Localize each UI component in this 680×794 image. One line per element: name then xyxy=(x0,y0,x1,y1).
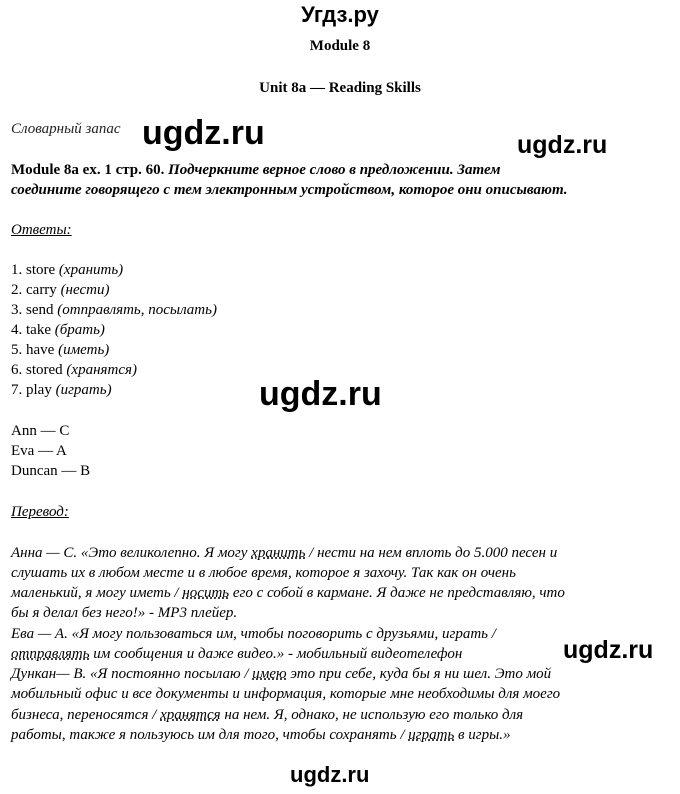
answer-translation: (отправлять, посылать) xyxy=(57,302,217,318)
answer-word: 7. play xyxy=(11,382,52,398)
answer-translation: (иметь) xyxy=(58,342,110,358)
answer-item xyxy=(11,382,112,399)
site-title: Угдз.ру xyxy=(301,2,379,27)
answer-word: 4. take xyxy=(11,322,51,338)
answer-item xyxy=(11,262,123,279)
answer-word: 6. stored xyxy=(11,362,63,378)
translation-line: работы, также я пользуюсь им для того, чтобы сохранять / играть в игры.» xyxy=(11,727,511,743)
answer-translation: (хранятся) xyxy=(66,362,137,378)
task-line-1 xyxy=(11,162,501,179)
answer-word: 1. store xyxy=(11,262,56,278)
correct-word: играть xyxy=(408,727,455,743)
translation-line: бизнеса, переносятся / хранятся на нем. Я, однако, не использую его только для xyxy=(11,707,524,723)
translation-line: отправлять им сообщения и даже видео.» - мобильный видеотелефон xyxy=(11,646,463,662)
match-item: Ann — C xyxy=(11,423,70,439)
unit-heading: Unit 8a — Reading Skills xyxy=(259,80,421,96)
watermark: ugdz.ru xyxy=(290,762,370,787)
answer-item xyxy=(11,302,217,319)
translation-line: Анна — С. «Это великолепно. Я могу хранить / нести на нем вплоть до 5.000 песен и xyxy=(11,545,558,561)
answer-item xyxy=(11,362,137,379)
answer-item xyxy=(11,342,109,359)
translation-line: Ева — А. «Я могу пользоваться им, чтобы поговорить с друзьями, играть / xyxy=(11,626,496,642)
answers-label: Ответы: xyxy=(11,222,72,238)
vocab-label: Словарный запас xyxy=(11,121,121,137)
module-heading: Module 8 xyxy=(309,38,371,54)
correct-word: хранятся xyxy=(160,707,221,723)
watermark: ugdz.ru xyxy=(517,131,608,159)
translation-line: бы я делал без него!» - MP3 плейер. xyxy=(11,605,238,621)
correct-word: носить xyxy=(182,585,230,601)
answer-item xyxy=(11,282,109,299)
watermark: ugdz.ru xyxy=(142,114,265,152)
correct-word: хранить xyxy=(251,545,306,561)
correct-word: имею xyxy=(252,666,287,682)
task-text-1: Подчеркните верное слово в предложении. Затем xyxy=(164,162,501,178)
match-item: Eva — A xyxy=(11,443,67,459)
task-line-2: соедините говорящего с тем электронным устройством, которое они описывают. xyxy=(11,182,568,198)
answer-translation: (нести) xyxy=(60,282,110,298)
translation-line: мобильный офис и все документы и информация, которые мне необходимы для моего xyxy=(11,686,561,702)
translation-label: Перевод: xyxy=(11,504,69,520)
answer-word: 3. send xyxy=(11,302,54,318)
translation-line: маленький, я могу иметь / носить его с собой в кармане. Я даже не представляю, что xyxy=(11,585,565,601)
match-item: Duncan — B xyxy=(11,463,91,479)
answer-word: 5. have xyxy=(11,342,55,358)
answer-translation: (брать) xyxy=(54,322,105,338)
answer-item xyxy=(11,322,105,339)
translation-line: слушать их в любом месте и в любое время, которое я захочу. Так как он очень xyxy=(11,565,516,581)
watermark: ugdz.ru xyxy=(259,375,382,413)
correct-word: отправлять xyxy=(11,646,90,662)
watermark: ugdz.ru xyxy=(563,636,654,664)
translation-line: Дункан— В. «Я постоянно посылаю / имею это при себе, куда бы я ни шел. Это мой xyxy=(11,666,552,682)
task-ref: Module 8a ex. 1 стр. 60. xyxy=(11,162,165,178)
answer-word: 2. carry xyxy=(11,282,57,298)
answer-translation: (хранить) xyxy=(58,262,124,278)
answer-translation: (играть) xyxy=(55,382,112,398)
